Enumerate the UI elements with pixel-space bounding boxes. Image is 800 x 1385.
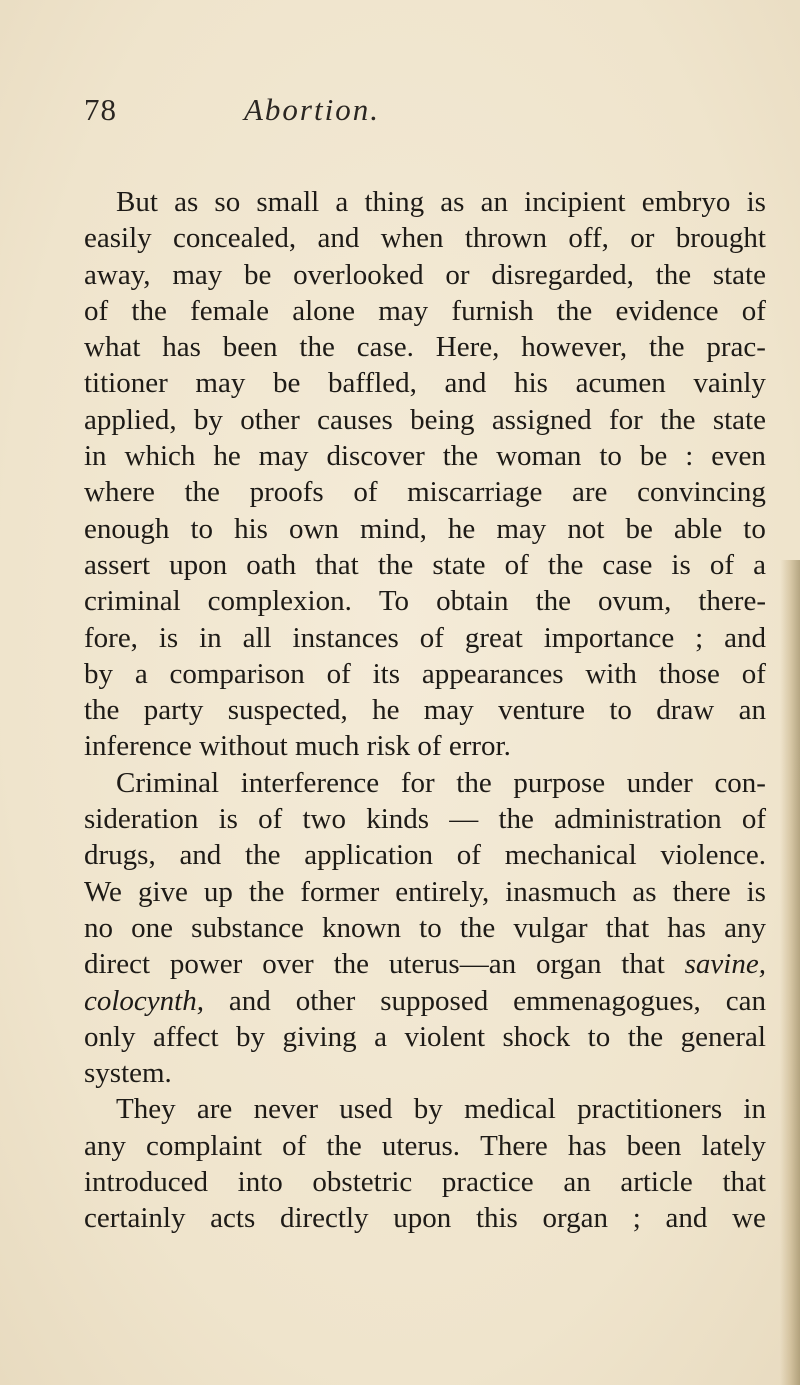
text-line: fore, is in all instances of great importance ; and — [84, 621, 766, 654]
text-line: titioner may be baffled, and his acumen vainly — [84, 367, 766, 400]
text-line: by a comparison of its appearances with those of — [84, 657, 766, 690]
body-text — [84, 184, 766, 1237]
text-line: assert upon oath that the state of the case is of a — [84, 548, 766, 581]
text-line: enough to his own mind, he may not be able to — [84, 512, 766, 545]
text-line: We give up the former entirely, inasmuch as there is — [84, 875, 766, 908]
text-line: what has been the case. Here, however, the prac- — [84, 331, 766, 364]
text-line: criminal complexion. To obtain the ovum, there- — [84, 585, 766, 618]
text-line: They are never used by medical practitioners in — [116, 1093, 766, 1126]
text-line: in which he may discover the woman to be : even — [84, 440, 766, 473]
text-line: But as so small a thing as an incipient embryo is — [116, 186, 766, 218]
text-line: inference without much risk of error. — [84, 730, 511, 763]
page-header — [0, 92, 800, 136]
running-head: Abortion. — [244, 92, 380, 127]
text-line: no one substance known to the vulgar that has any — [84, 911, 766, 944]
text-line: applied, by other causes being assigned for the state — [84, 403, 766, 436]
text-line: where the proofs of miscarriage are convincing — [84, 476, 766, 509]
text-line: Criminal interference for the purpose under con- — [116, 766, 766, 799]
text-line: sideration is of two kinds — the administration of — [84, 803, 766, 836]
text-line: of the female alone may furnish the evidence of — [84, 294, 766, 327]
text-line: any complaint of the uterus. There has been lately — [84, 1129, 766, 1162]
text-line: away, may be overlooked or disregarded, the state — [84, 258, 766, 291]
text-line: easily concealed, and when thrown off, or brought — [84, 222, 766, 255]
text-line: colocynth, and other supposed emmenagogues, can — [84, 984, 766, 1017]
text-line: introduced into obstetric practice an article that — [84, 1166, 766, 1199]
page-edge-shadow — [780, 560, 800, 1385]
text-line: certainly acts directly upon this organ ; and we — [84, 1202, 766, 1235]
text-line: the party suspected, he may venture to draw an — [84, 694, 766, 727]
text-line: system. — [84, 1057, 172, 1090]
text-line: only affect by giving a violent shock to the general — [84, 1020, 766, 1053]
page-number: 78 — [84, 92, 117, 127]
text-line: direct power over the uterus—an organ that savine, — [84, 948, 766, 981]
text-line: drugs, and the application of mechanical violence. — [84, 839, 766, 872]
